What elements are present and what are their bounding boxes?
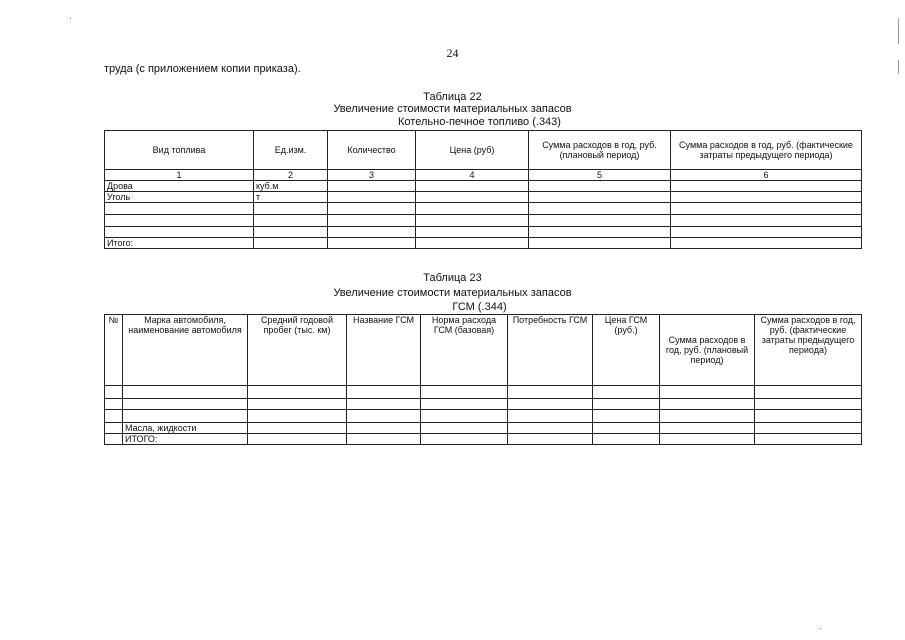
table22-header-cell: Цена (руб) bbox=[416, 131, 529, 170]
table-cell bbox=[755, 399, 862, 410]
table-cell bbox=[248, 410, 347, 423]
table-cell bbox=[254, 238, 328, 249]
table-cell bbox=[660, 423, 755, 434]
table-cell bbox=[248, 386, 347, 399]
table-cell bbox=[328, 215, 416, 227]
table22-header-cell: Вид топлива bbox=[105, 131, 254, 170]
table-cell bbox=[105, 386, 123, 399]
table-cell bbox=[660, 386, 755, 399]
table-row bbox=[105, 410, 862, 423]
table-cell bbox=[248, 434, 347, 445]
table-cell bbox=[123, 410, 248, 423]
table22-column-number: 5 bbox=[529, 170, 671, 181]
table-cell bbox=[755, 386, 862, 399]
table-cell: Масла, жидкости bbox=[123, 423, 248, 434]
table-cell bbox=[755, 410, 862, 423]
table-cell bbox=[660, 399, 755, 410]
scan-edge-mark bbox=[898, 60, 899, 74]
table-cell bbox=[671, 181, 862, 192]
table-cell bbox=[347, 410, 421, 423]
table22-header-cell: Количество bbox=[328, 131, 416, 170]
table23-header-cell: Потребность ГСМ bbox=[508, 315, 593, 386]
table-cell bbox=[671, 203, 862, 215]
table-cell bbox=[123, 386, 248, 399]
table-cell bbox=[248, 423, 347, 434]
table23-oils-row bbox=[105, 423, 862, 434]
table-cell bbox=[105, 227, 254, 238]
table-cell: куб.м bbox=[254, 181, 328, 192]
table-row bbox=[105, 192, 862, 203]
table23-total-row bbox=[105, 434, 862, 445]
table-cell bbox=[671, 192, 862, 203]
table-cell bbox=[671, 238, 862, 249]
table23-header-cell: Средний годовой пробег (тыс. км) bbox=[248, 315, 347, 386]
table-cell bbox=[105, 434, 123, 445]
table-cell bbox=[660, 434, 755, 445]
table-row bbox=[105, 215, 862, 227]
table-cell bbox=[421, 399, 508, 410]
table22-header-cell: Ед.изм. bbox=[254, 131, 328, 170]
table-cell bbox=[416, 203, 529, 215]
table-cell bbox=[421, 423, 508, 434]
table-cell bbox=[529, 215, 671, 227]
table-cell bbox=[421, 410, 508, 423]
table-cell bbox=[328, 227, 416, 238]
table-cell bbox=[593, 434, 660, 445]
table22 bbox=[104, 130, 862, 249]
table-cell bbox=[105, 423, 123, 434]
table23-header-cell: Сумма расходов в год, руб. (плановый период) bbox=[660, 315, 755, 386]
table23-title: Увеличение стоимости материальных запасов bbox=[333, 287, 572, 299]
table23-header-cell: Цена ГСМ (руб.) bbox=[593, 315, 660, 386]
table22-column-number: 4 bbox=[416, 170, 529, 181]
table22-column-number: 1 bbox=[105, 170, 254, 181]
table23-subtitle: ГСМ (.344) bbox=[452, 301, 507, 313]
scan-edge-mark bbox=[898, 18, 899, 44]
table-cell: ИТОГО: bbox=[123, 434, 248, 445]
table-cell bbox=[416, 192, 529, 203]
table23-header-cell: № bbox=[105, 315, 123, 386]
table-cell bbox=[105, 410, 123, 423]
table-cell bbox=[508, 386, 593, 399]
table-cell bbox=[328, 203, 416, 215]
table-row bbox=[105, 203, 862, 215]
table-cell bbox=[328, 181, 416, 192]
table-cell bbox=[529, 238, 671, 249]
table-cell bbox=[421, 386, 508, 399]
table23-header-cell: Норма расхода ГСМ (базовая) bbox=[421, 315, 508, 386]
page-number: 24 bbox=[446, 46, 459, 60]
table-cell bbox=[254, 215, 328, 227]
scan-speck bbox=[70, 18, 71, 19]
table-cell bbox=[416, 238, 529, 249]
table-row bbox=[105, 399, 862, 410]
table-cell bbox=[529, 192, 671, 203]
table-cell bbox=[755, 434, 862, 445]
table-cell bbox=[508, 410, 593, 423]
intro-text: труда (с приложением копии приказа). bbox=[104, 63, 301, 75]
table-cell bbox=[105, 215, 254, 227]
table22-header-cell: Сумма расходов в год, руб. (фактические затраты предыдущего периода) bbox=[671, 131, 862, 170]
table-cell bbox=[254, 203, 328, 215]
table-cell bbox=[416, 215, 529, 227]
table-cell bbox=[347, 423, 421, 434]
table-cell bbox=[593, 423, 660, 434]
table-cell bbox=[508, 399, 593, 410]
table-cell bbox=[347, 399, 421, 410]
table22-column-number: 2 bbox=[254, 170, 328, 181]
table-cell bbox=[416, 227, 529, 238]
table-cell bbox=[416, 181, 529, 192]
table-cell bbox=[593, 399, 660, 410]
table-cell bbox=[529, 181, 671, 192]
table-row bbox=[105, 227, 862, 238]
table-cell: т bbox=[254, 192, 328, 203]
table23-header-row bbox=[105, 315, 862, 386]
table23 bbox=[104, 314, 862, 445]
table22-column-number: 3 bbox=[328, 170, 416, 181]
table-cell bbox=[421, 434, 508, 445]
table-cell bbox=[593, 386, 660, 399]
table-cell bbox=[508, 423, 593, 434]
table-cell bbox=[347, 386, 421, 399]
table22-column-number-row bbox=[105, 170, 862, 181]
table-cell bbox=[328, 192, 416, 203]
scan-speck bbox=[820, 628, 821, 629]
table22-total-row bbox=[105, 238, 862, 249]
table-cell bbox=[123, 399, 248, 410]
table-cell bbox=[529, 227, 671, 238]
table-cell bbox=[671, 215, 862, 227]
table23-header-cell: Сумма расходов в год, руб. (фактические затраты предыдущего периода) bbox=[755, 315, 862, 386]
table-cell bbox=[254, 227, 328, 238]
table-cell bbox=[508, 434, 593, 445]
table-cell bbox=[660, 410, 755, 423]
table22-column-number: 6 bbox=[671, 170, 862, 181]
table-cell bbox=[529, 203, 671, 215]
table-cell bbox=[593, 410, 660, 423]
table-row bbox=[105, 181, 862, 192]
table23-header-cell: Марка автомобиля, наименование автомобиля bbox=[123, 315, 248, 386]
table-cell bbox=[347, 434, 421, 445]
table23-number: Таблица 23 bbox=[423, 272, 482, 284]
table22-header-row bbox=[105, 131, 862, 170]
table-cell: Дрова bbox=[105, 181, 254, 192]
table-cell bbox=[328, 238, 416, 249]
table-cell: Уголь bbox=[105, 192, 254, 203]
table22-number: Таблица 22 bbox=[423, 91, 482, 103]
table23-header-cell: Название ГСМ bbox=[347, 315, 421, 386]
table-cell bbox=[105, 203, 254, 215]
table-cell bbox=[755, 423, 862, 434]
table-cell bbox=[105, 399, 123, 410]
table-cell: Итого: bbox=[105, 238, 254, 249]
table22-title: Увеличение стоимости материальных запасов bbox=[333, 103, 572, 115]
table-cell bbox=[671, 227, 862, 238]
table22-header-cell: Сумма расходов в год, руб. (плановый период) bbox=[529, 131, 671, 170]
table-row bbox=[105, 386, 862, 399]
table-cell bbox=[248, 399, 347, 410]
table22-subtitle: Котельно-печное топливо (.343) bbox=[398, 116, 561, 128]
